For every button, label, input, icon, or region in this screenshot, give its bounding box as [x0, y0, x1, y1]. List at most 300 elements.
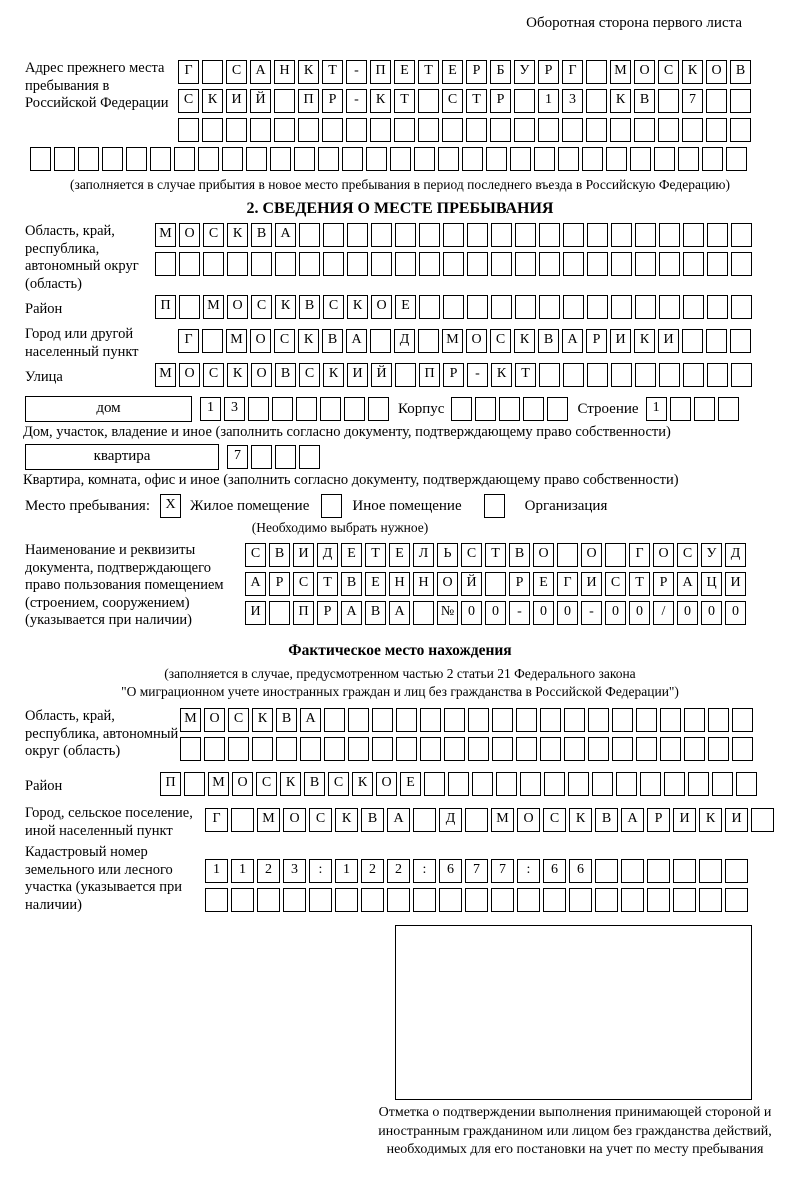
form-cell[interactable]: -	[467, 363, 488, 387]
form-cell[interactable]: К	[202, 89, 223, 113]
form-cell[interactable]	[323, 223, 344, 247]
form-cell[interactable]: С	[658, 60, 679, 84]
form-cell[interactable]: К	[699, 808, 722, 832]
form-cell[interactable]: О	[227, 295, 248, 319]
form-cell[interactable]	[443, 295, 464, 319]
form-cell[interactable]: В	[595, 808, 618, 832]
form-cell[interactable]: Г	[178, 329, 199, 353]
form-cell[interactable]	[684, 737, 705, 761]
form-cell[interactable]	[272, 397, 293, 421]
form-cell[interactable]	[296, 397, 317, 421]
form-cell[interactable]: М	[208, 772, 229, 796]
form-cell[interactable]	[174, 147, 195, 171]
form-cell[interactable]: Р	[443, 363, 464, 387]
form-cell[interactable]: 0	[677, 601, 698, 625]
form-cell[interactable]: К	[227, 363, 248, 387]
form-cell[interactable]: К	[347, 295, 368, 319]
form-cell[interactable]: Е	[389, 543, 410, 567]
form-cell[interactable]: С	[490, 329, 511, 353]
form-cell[interactable]	[587, 363, 608, 387]
form-cell[interactable]	[346, 118, 367, 142]
form-cell[interactable]: М	[155, 363, 176, 387]
form-cell[interactable]: О	[251, 363, 272, 387]
form-cell[interactable]: 0	[533, 601, 554, 625]
form-cell[interactable]: К	[335, 808, 358, 832]
form-cell[interactable]	[394, 118, 415, 142]
form-cell[interactable]	[707, 295, 728, 319]
form-cell[interactable]: К	[323, 363, 344, 387]
form-cell[interactable]: О	[179, 223, 200, 247]
form-cell[interactable]: В	[304, 772, 325, 796]
form-cell[interactable]	[179, 252, 200, 276]
form-cell[interactable]	[250, 118, 271, 142]
form-cell[interactable]	[682, 329, 703, 353]
form-cell[interactable]: С	[274, 329, 295, 353]
form-cell[interactable]	[588, 737, 609, 761]
form-cell[interactable]	[413, 888, 436, 912]
form-cell[interactable]	[595, 888, 618, 912]
form-cell[interactable]	[466, 118, 487, 142]
form-cell[interactable]	[155, 252, 176, 276]
form-cell[interactable]	[342, 147, 363, 171]
form-cell[interactable]	[514, 89, 535, 113]
form-cell[interactable]	[274, 118, 295, 142]
form-cell[interactable]: 7	[465, 859, 488, 883]
form-cell[interactable]: К	[682, 60, 703, 84]
form-cell[interactable]: В	[538, 329, 559, 353]
form-cell[interactable]	[372, 737, 393, 761]
form-cell[interactable]: Т	[485, 543, 506, 567]
form-cell[interactable]	[731, 363, 752, 387]
residential-checkbox[interactable]: Х	[160, 494, 181, 518]
form-cell[interactable]: Р	[322, 89, 343, 113]
form-cell[interactable]	[731, 223, 752, 247]
form-cell[interactable]: К	[491, 363, 512, 387]
form-cell[interactable]	[647, 888, 670, 912]
form-cell[interactable]	[616, 772, 637, 796]
form-cell[interactable]: С	[442, 89, 463, 113]
form-cell[interactable]	[610, 118, 631, 142]
form-cell[interactable]: П	[370, 60, 391, 84]
form-cell[interactable]: А	[677, 572, 698, 596]
form-cell[interactable]: 0	[701, 601, 722, 625]
form-cell[interactable]: Л	[413, 543, 434, 567]
form-cell[interactable]	[462, 147, 483, 171]
form-cell[interactable]	[540, 737, 561, 761]
form-cell[interactable]	[706, 329, 727, 353]
form-cell[interactable]	[344, 397, 365, 421]
form-cell[interactable]: 0	[605, 601, 626, 625]
form-cell[interactable]: Р	[653, 572, 674, 596]
form-cell[interactable]	[564, 737, 585, 761]
form-cell[interactable]	[451, 397, 472, 421]
form-cell[interactable]	[126, 147, 147, 171]
form-cell[interactable]	[467, 295, 488, 319]
form-cell[interactable]	[390, 147, 411, 171]
form-cell[interactable]	[448, 772, 469, 796]
form-cell[interactable]	[320, 397, 341, 421]
form-cell[interactable]	[150, 147, 171, 171]
form-cell[interactable]: Р	[466, 60, 487, 84]
form-cell[interactable]: Г	[629, 543, 650, 567]
form-cell[interactable]	[318, 147, 339, 171]
form-cell[interactable]	[563, 252, 584, 276]
form-cell[interactable]: С	[461, 543, 482, 567]
form-cell[interactable]	[538, 118, 559, 142]
form-cell[interactable]: С	[293, 572, 314, 596]
form-cell[interactable]	[472, 772, 493, 796]
form-cell[interactable]: 0	[557, 601, 578, 625]
form-cell[interactable]: А	[300, 708, 321, 732]
form-cell[interactable]: М	[257, 808, 280, 832]
form-cell[interactable]	[371, 223, 392, 247]
form-cell[interactable]	[635, 252, 656, 276]
form-cell[interactable]	[348, 708, 369, 732]
form-cell[interactable]	[486, 147, 507, 171]
form-cell[interactable]: Д	[725, 543, 746, 567]
form-cell[interactable]: 0	[629, 601, 650, 625]
form-cell[interactable]	[592, 772, 613, 796]
form-cell[interactable]	[184, 772, 205, 796]
form-cell[interactable]: 1	[335, 859, 358, 883]
form-cell[interactable]	[179, 295, 200, 319]
form-cell[interactable]: 7	[227, 445, 248, 469]
form-cell[interactable]	[468, 708, 489, 732]
form-cell[interactable]	[228, 737, 249, 761]
form-cell[interactable]	[283, 888, 306, 912]
form-cell[interactable]: И	[581, 572, 602, 596]
form-cell[interactable]: Е	[365, 572, 386, 596]
form-cell[interactable]: В	[299, 295, 320, 319]
form-cell[interactable]: К	[370, 89, 391, 113]
form-cell[interactable]	[726, 147, 747, 171]
form-cell[interactable]: Д	[317, 543, 338, 567]
form-cell[interactable]: С	[605, 572, 626, 596]
form-cell[interactable]	[664, 772, 685, 796]
form-cell[interactable]	[252, 737, 273, 761]
form-cell[interactable]: А	[341, 601, 362, 625]
form-cell[interactable]	[562, 118, 583, 142]
form-cell[interactable]	[660, 737, 681, 761]
form-cell[interactable]: С	[299, 363, 320, 387]
form-cell[interactable]	[418, 89, 439, 113]
form-cell[interactable]: П	[293, 601, 314, 625]
form-cell[interactable]	[198, 147, 219, 171]
form-cell[interactable]: А	[387, 808, 410, 832]
form-cell[interactable]: О	[232, 772, 253, 796]
form-cell[interactable]	[231, 888, 254, 912]
form-cell[interactable]	[611, 295, 632, 319]
form-cell[interactable]: А	[346, 329, 367, 353]
form-cell[interactable]	[534, 147, 555, 171]
form-cell[interactable]	[558, 147, 579, 171]
form-cell[interactable]	[658, 118, 679, 142]
form-cell[interactable]	[699, 888, 722, 912]
form-cell[interactable]	[547, 397, 568, 421]
form-cell[interactable]	[515, 252, 536, 276]
form-cell[interactable]: И	[245, 601, 266, 625]
form-cell[interactable]	[54, 147, 75, 171]
form-cell[interactable]: М	[491, 808, 514, 832]
form-cell[interactable]	[621, 888, 644, 912]
form-cell[interactable]	[414, 147, 435, 171]
form-cell[interactable]	[586, 89, 607, 113]
form-cell[interactable]	[540, 708, 561, 732]
form-cell[interactable]	[523, 397, 544, 421]
form-cell[interactable]: 1	[646, 397, 667, 421]
form-cell[interactable]: Г	[562, 60, 583, 84]
form-cell[interactable]: В	[634, 89, 655, 113]
form-cell[interactable]	[725, 888, 748, 912]
form-cell[interactable]	[418, 118, 439, 142]
form-cell[interactable]	[442, 118, 463, 142]
form-cell[interactable]	[516, 708, 537, 732]
form-cell[interactable]	[205, 888, 228, 912]
form-cell[interactable]: П	[298, 89, 319, 113]
form-cell[interactable]: И	[658, 329, 679, 353]
form-cell[interactable]: -	[346, 89, 367, 113]
form-cell[interactable]	[660, 708, 681, 732]
form-cell[interactable]	[621, 859, 644, 883]
form-cell[interactable]: С	[226, 60, 247, 84]
form-cell[interactable]	[419, 223, 440, 247]
form-cell[interactable]: С	[543, 808, 566, 832]
form-cell[interactable]	[634, 118, 655, 142]
form-cell[interactable]: У	[514, 60, 535, 84]
form-cell[interactable]	[563, 295, 584, 319]
form-cell[interactable]	[276, 737, 297, 761]
form-cell[interactable]	[231, 808, 254, 832]
form-cell[interactable]	[299, 445, 320, 469]
form-cell[interactable]	[732, 708, 753, 732]
form-cell[interactable]	[227, 252, 248, 276]
form-cell[interactable]	[370, 118, 391, 142]
form-cell[interactable]	[712, 772, 733, 796]
form-cell[interactable]	[606, 147, 627, 171]
form-cell[interactable]	[387, 888, 410, 912]
form-cell[interactable]: О	[706, 60, 727, 84]
form-cell[interactable]: Р	[586, 329, 607, 353]
form-cell[interactable]	[251, 445, 272, 469]
form-cell[interactable]: О	[250, 329, 271, 353]
form-cell[interactable]: В	[269, 543, 290, 567]
form-cell[interactable]: А	[389, 601, 410, 625]
form-cell[interactable]: Е	[394, 60, 415, 84]
form-cell[interactable]	[348, 737, 369, 761]
form-cell[interactable]	[605, 543, 626, 567]
form-cell[interactable]: К	[610, 89, 631, 113]
form-cell[interactable]: С	[228, 708, 249, 732]
form-cell[interactable]	[659, 252, 680, 276]
form-cell[interactable]	[611, 252, 632, 276]
form-cell[interactable]	[251, 252, 272, 276]
form-cell[interactable]	[658, 89, 679, 113]
form-cell[interactable]	[226, 118, 247, 142]
form-cell[interactable]	[324, 708, 345, 732]
form-cell[interactable]: 1	[538, 89, 559, 113]
form-cell[interactable]	[539, 223, 560, 247]
form-cell[interactable]	[202, 329, 223, 353]
form-cell[interactable]	[467, 223, 488, 247]
form-cell[interactable]	[514, 118, 535, 142]
form-cell[interactable]: Й	[371, 363, 392, 387]
form-cell[interactable]: М	[442, 329, 463, 353]
form-cell[interactable]	[517, 888, 540, 912]
form-cell[interactable]	[544, 772, 565, 796]
form-cell[interactable]: И	[725, 808, 748, 832]
form-cell[interactable]	[203, 252, 224, 276]
form-cell[interactable]	[516, 737, 537, 761]
form-cell[interactable]	[543, 888, 566, 912]
form-cell[interactable]	[347, 223, 368, 247]
form-cell[interactable]: О	[653, 543, 674, 567]
form-cell[interactable]: Г	[178, 60, 199, 84]
form-cell[interactable]: В	[251, 223, 272, 247]
form-cell[interactable]	[395, 363, 416, 387]
form-cell[interactable]	[102, 147, 123, 171]
form-cell[interactable]	[683, 252, 704, 276]
form-cell[interactable]	[673, 859, 696, 883]
form-cell[interactable]: 3	[224, 397, 245, 421]
form-cell[interactable]	[413, 808, 436, 832]
form-cell[interactable]: В	[365, 601, 386, 625]
form-cell[interactable]	[413, 601, 434, 625]
form-cell[interactable]: П	[155, 295, 176, 319]
form-cell[interactable]: 1	[205, 859, 228, 883]
form-cell[interactable]: Р	[490, 89, 511, 113]
form-cell[interactable]: К	[514, 329, 535, 353]
form-cell[interactable]	[673, 888, 696, 912]
form-cell[interactable]: О	[517, 808, 540, 832]
form-cell[interactable]	[371, 252, 392, 276]
form-cell[interactable]: А	[245, 572, 266, 596]
form-cell[interactable]: Ц	[701, 572, 722, 596]
form-cell[interactable]: В	[341, 572, 362, 596]
form-cell[interactable]	[635, 223, 656, 247]
form-cell[interactable]: К	[275, 295, 296, 319]
form-cell[interactable]: С	[323, 295, 344, 319]
form-cell[interactable]	[731, 252, 752, 276]
form-cell[interactable]: Н	[413, 572, 434, 596]
form-cell[interactable]	[647, 859, 670, 883]
form-cell[interactable]: Т	[365, 543, 386, 567]
form-cell[interactable]	[510, 147, 531, 171]
form-cell[interactable]: Е	[442, 60, 463, 84]
form-cell[interactable]	[725, 859, 748, 883]
form-cell[interactable]: Й	[461, 572, 482, 596]
other-premises-checkbox[interactable]	[321, 494, 342, 518]
form-cell[interactable]	[424, 772, 445, 796]
form-cell[interactable]: В	[509, 543, 530, 567]
form-cell[interactable]: Р	[317, 601, 338, 625]
form-cell[interactable]: Т	[515, 363, 536, 387]
form-cell[interactable]: К	[280, 772, 301, 796]
form-cell[interactable]	[751, 808, 774, 832]
form-cell[interactable]	[611, 223, 632, 247]
form-cell[interactable]: С	[328, 772, 349, 796]
form-cell[interactable]	[557, 543, 578, 567]
form-cell[interactable]	[563, 223, 584, 247]
form-cell[interactable]: И	[347, 363, 368, 387]
form-cell[interactable]: В	[361, 808, 384, 832]
form-cell[interactable]	[465, 808, 488, 832]
form-cell[interactable]: Т	[629, 572, 650, 596]
form-cell[interactable]	[659, 223, 680, 247]
form-cell[interactable]	[298, 118, 319, 142]
form-cell[interactable]	[485, 572, 506, 596]
form-cell[interactable]	[688, 772, 709, 796]
form-cell[interactable]: М	[226, 329, 247, 353]
form-cell[interactable]	[222, 147, 243, 171]
form-cell[interactable]	[702, 147, 723, 171]
form-cell[interactable]	[257, 888, 280, 912]
form-cell[interactable]	[588, 708, 609, 732]
form-cell[interactable]: 1	[200, 397, 221, 421]
form-cell[interactable]	[475, 397, 496, 421]
form-cell[interactable]: Д	[439, 808, 462, 832]
form-cell[interactable]	[682, 118, 703, 142]
form-cell[interactable]: С	[256, 772, 277, 796]
form-cell[interactable]	[586, 60, 607, 84]
form-cell[interactable]: И	[673, 808, 696, 832]
form-cell[interactable]	[515, 295, 536, 319]
form-cell[interactable]	[418, 329, 439, 353]
form-cell[interactable]	[335, 888, 358, 912]
form-cell[interactable]	[444, 708, 465, 732]
form-cell[interactable]: Д	[394, 329, 415, 353]
form-cell[interactable]	[706, 89, 727, 113]
form-cell[interactable]	[718, 397, 739, 421]
form-cell[interactable]: О	[371, 295, 392, 319]
form-cell[interactable]: №	[437, 601, 458, 625]
form-cell[interactable]: 3	[562, 89, 583, 113]
form-cell[interactable]	[568, 772, 589, 796]
form-cell[interactable]: М	[610, 60, 631, 84]
form-cell[interactable]	[438, 147, 459, 171]
organization-checkbox[interactable]	[484, 494, 505, 518]
form-cell[interactable]: К	[298, 60, 319, 84]
form-cell[interactable]: С	[203, 223, 224, 247]
form-cell[interactable]	[491, 252, 512, 276]
form-cell[interactable]: Е	[400, 772, 421, 796]
form-cell[interactable]: 6	[543, 859, 566, 883]
form-cell[interactable]: 2	[387, 859, 410, 883]
form-cell[interactable]	[706, 118, 727, 142]
form-cell[interactable]: А	[275, 223, 296, 247]
form-cell[interactable]	[708, 737, 729, 761]
form-cell[interactable]: Р	[647, 808, 670, 832]
form-cell[interactable]: 1	[231, 859, 254, 883]
form-cell[interactable]	[564, 708, 585, 732]
form-cell[interactable]: О	[283, 808, 306, 832]
form-cell[interactable]	[707, 363, 728, 387]
form-cell[interactable]	[202, 60, 223, 84]
form-cell[interactable]	[683, 363, 704, 387]
form-cell[interactable]	[515, 223, 536, 247]
form-cell[interactable]	[635, 295, 656, 319]
form-cell[interactable]: С	[251, 295, 272, 319]
form-cell[interactable]	[635, 363, 656, 387]
form-cell[interactable]	[467, 252, 488, 276]
form-cell[interactable]	[368, 397, 389, 421]
form-cell[interactable]	[699, 859, 722, 883]
form-cell[interactable]: О	[437, 572, 458, 596]
form-cell[interactable]: Н	[274, 60, 295, 84]
form-cell[interactable]	[419, 252, 440, 276]
form-cell[interactable]	[611, 363, 632, 387]
form-cell[interactable]: 3	[283, 859, 306, 883]
form-cell[interactable]	[299, 252, 320, 276]
